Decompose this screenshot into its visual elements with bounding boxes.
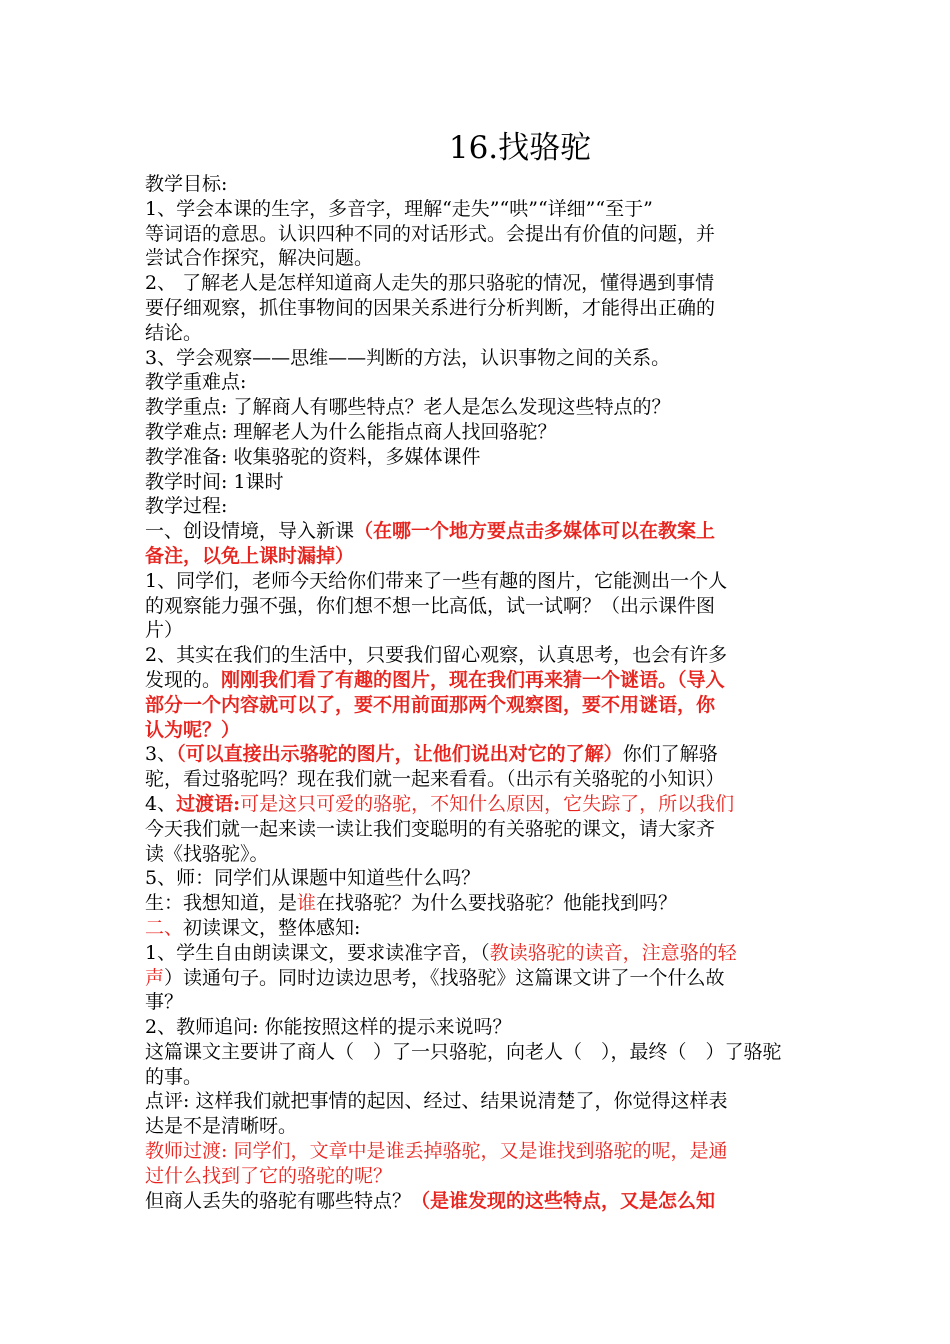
text-line <box>145 1015 809 1040</box>
text-line <box>145 693 809 718</box>
text-line <box>145 792 809 817</box>
text-segment: 片） <box>145 619 184 642</box>
text-segment: 教学过程: <box>145 495 228 518</box>
text-line <box>145 1164 809 1189</box>
text-line <box>145 718 809 743</box>
text-line <box>145 842 809 867</box>
text-segment: 一、创设情境，导入新课 <box>145 520 355 543</box>
highlighted-text: 谁 <box>297 892 317 915</box>
text-line <box>145 420 809 445</box>
text-line <box>145 1040 809 1065</box>
text-segment: 1、学生自由朗读课文，要求读准字音，（ <box>145 941 490 964</box>
text-line <box>145 618 809 643</box>
text-line <box>145 1189 809 1214</box>
text-segment: 教学目标: <box>145 173 228 195</box>
text-segment: 5、师：同学们从课题中知道些什么吗？ <box>145 867 481 890</box>
text-line <box>145 172 809 197</box>
text-line <box>145 990 809 1015</box>
highlighted-text: 声 <box>145 966 165 989</box>
highlighted-text: 过渡语: <box>176 792 241 815</box>
text-segment: 的事。 <box>145 1065 203 1088</box>
text-segment: 的观察能力强不强，你们想不想一比高低，试一试啊？（出示课件图 <box>145 594 716 617</box>
highlighted-text: （是谁发现的这些特点，又是怎么知 <box>411 1189 716 1212</box>
text-segment: 生：我想知道，是 <box>145 892 298 915</box>
text-line <box>145 767 809 792</box>
highlighted-text: 备注，以免上课时漏掉） <box>145 544 355 567</box>
text-segment: 发现的。 <box>145 668 222 691</box>
text-segment: 你们了解骆 <box>622 743 718 766</box>
text-segment: 等词语的意思。认识四种不同的对话形式。会提出有价值的问题，并 <box>145 222 716 245</box>
text-line <box>145 246 809 271</box>
text-line <box>145 866 809 891</box>
text-line <box>145 668 809 693</box>
text-segment: 这篇课文主要讲了商人（ ）了一只骆驼，向老人（ ），最终（ ）了骆驼 <box>145 1040 782 1063</box>
text-line <box>145 222 809 247</box>
text-line <box>145 1089 809 1114</box>
text-segment: 今天我们就一起来读一读让我们变聪明的有关骆驼的课文，请大家齐 <box>145 817 716 840</box>
text-line <box>145 1114 809 1139</box>
lesson-plan-body <box>145 172 809 1213</box>
text-line <box>145 271 809 296</box>
text-segment: 1、同学们，老师今天给你们带来了一些有趣的图片，它能测出一个人 <box>145 569 728 592</box>
text-line <box>145 346 809 371</box>
highlighted-text: （在哪一个地方要点击多媒体可以在教案上 <box>354 520 716 543</box>
text-segment: 2、教师追问: 你能按照这样的提示来说吗？ <box>145 1016 512 1039</box>
highlighted-text: 认为呢？） <box>145 718 241 741</box>
text-line <box>145 817 809 842</box>
text-segment: 点评: 这样我们就把事情的起因、经过、结果说清楚了，你觉得这样表 <box>145 1090 728 1113</box>
text-line <box>145 470 809 495</box>
highlighted-text: （可以直接出示骆驼的图片，让他们说出对它的了解） <box>176 743 623 766</box>
text-segment: 教学时间: 1课时 <box>145 470 284 493</box>
text-line <box>145 296 809 321</box>
text-segment: 要仔细观察，抓住事物间的因果关系进行分析判断，才能得出正确的 <box>145 296 716 319</box>
text-segment: 读《找骆驼》。 <box>145 842 269 865</box>
text-segment: 教学准备: 收集骆驼的资料，多媒体课件 <box>145 445 481 468</box>
text-line <box>145 891 809 916</box>
text-line <box>145 643 809 668</box>
text-line <box>145 544 809 569</box>
text-line <box>145 519 809 544</box>
text-line <box>145 966 809 991</box>
highlighted-text: 二、 <box>145 916 184 939</box>
text-line <box>145 941 809 966</box>
text-segment: 尝试合作探究，解决问题。 <box>145 247 374 270</box>
text-segment: 在找骆驼？为什么要找骆驼？他能找到吗？ <box>316 892 678 915</box>
text-line <box>145 569 809 594</box>
text-segment: 2、 了解老人是怎样知道商人走失的那只骆驼的情况，懂得遇到事情 <box>145 272 715 295</box>
highlighted-text: 教师过渡: 同学们，文章中是谁丢掉骆驼，又是谁找到骆驼的呢，是通 <box>145 1140 728 1163</box>
text-line <box>145 594 809 619</box>
lesson-title: 16.找骆驼 <box>448 130 592 166</box>
text-line <box>145 916 809 941</box>
text-segment: 结论。 <box>145 321 203 344</box>
text-line <box>145 445 809 470</box>
text-segment: 1、学会本课的生字，多音字，理解“走失”“哄”“详细”“至于” <box>145 197 653 220</box>
text-segment: ）读通句子。同时边读边思考，《找骆驼》这篇课文讲了一个什么故 <box>164 966 725 989</box>
text-segment: 2、其实在我们的生活中，只要我们留心观察，认真思考，也会有许多 <box>145 644 728 667</box>
highlighted-text: 可是这只可爱的骆驼，不知什么原因，它失踪了，所以我们 <box>240 792 735 815</box>
text-segment: 教学重点: 了解商人有哪些特点？老人是怎么发现这些特点的？ <box>145 396 671 419</box>
text-segment: 3、 <box>145 743 177 766</box>
text-segment: 但商人丢失的骆驼有哪些特点？ <box>145 1189 412 1212</box>
highlighted-text: 教读骆驼的读音，注意骆的轻 <box>489 941 737 964</box>
highlighted-text: 刚刚我们看了有趣的图片，现在我们再来猜一个谜语。（导入 <box>221 668 725 691</box>
text-segment: 4、 <box>145 792 177 815</box>
text-line <box>145 395 809 420</box>
text-line <box>145 197 809 222</box>
text-segment: 达是不是清晰呀。 <box>145 1115 298 1138</box>
text-line <box>145 742 809 767</box>
text-line <box>145 1065 809 1090</box>
text-line <box>145 321 809 346</box>
text-line <box>145 494 809 519</box>
text-segment: 初读课文，整体感知: <box>183 916 361 939</box>
highlighted-text: 过什么找到了它的骆驼的呢？ <box>145 1164 393 1187</box>
text-segment: 教学难点: 理解老人为什么能指点商人找回骆驼？ <box>145 420 557 443</box>
highlighted-text: 部分一个内容就可以了，要不用前面那两个观察图，要不用谜语，你 <box>145 693 716 716</box>
text-segment: 事？ <box>145 991 184 1014</box>
text-segment: 3、学会观察——思维——判断的方法，认识事物之间的关系。 <box>145 346 671 369</box>
text-line <box>145 1139 809 1164</box>
text-segment: 驼，看过骆驼吗？现在我们就一起来看看。（出示有关骆驼的小知识） <box>145 768 725 791</box>
text-line <box>145 370 809 395</box>
text-segment: 教学重难点: <box>145 371 247 394</box>
